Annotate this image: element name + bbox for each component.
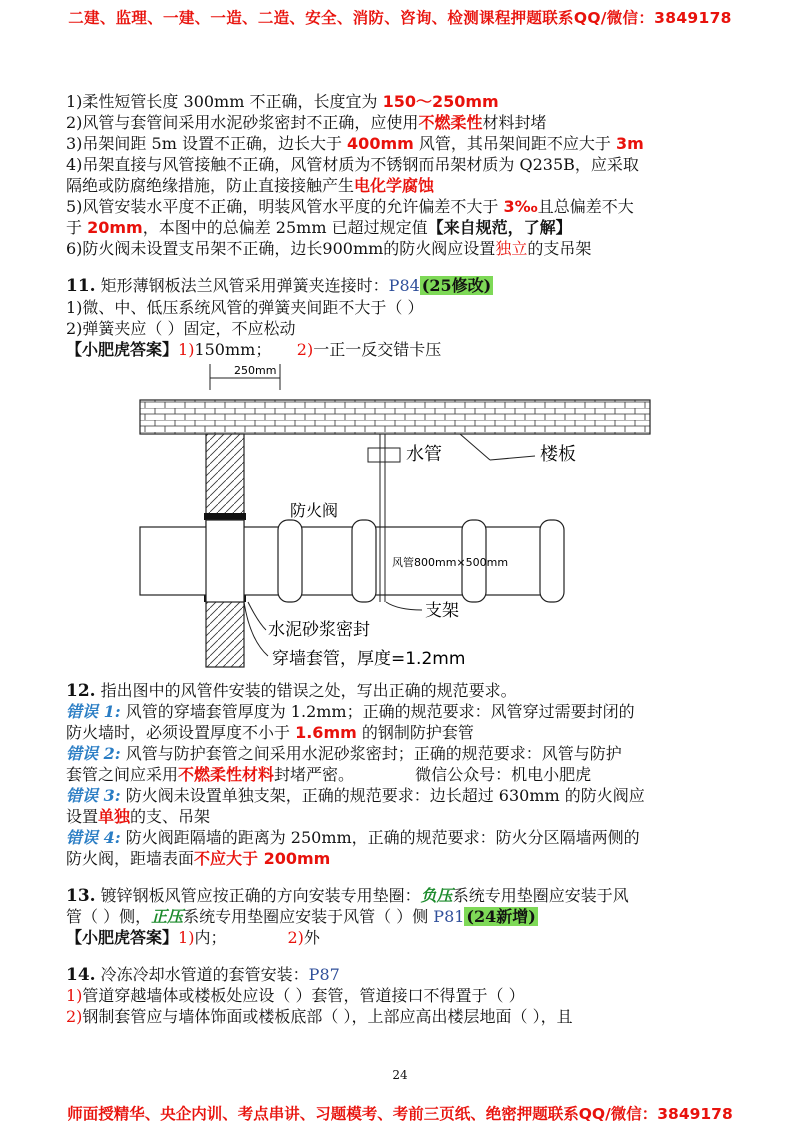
q11-answer: 【小肥虎答案】1)150mm； 2)一正一反交错卡压 xyxy=(66,340,442,359)
q12-e1-cont: 防火墙时，必须设置厚度不小于 1.6mm 的钢制防护套管 xyxy=(66,723,474,742)
floor-slab xyxy=(140,400,650,434)
q11-sub-1: 1)微、中、低压系统风管的弹簧夹间距不大于（ ） xyxy=(66,298,424,317)
page-header: 二建、监理、一建、一造、二造、安全、消防、咨询、检测课程押题联系QQ/微信：3849178 xyxy=(68,9,732,27)
q12-e1: 错误 1: 风管的穿墙套管厚度为 1.2mm；正确的规范要求：风管穿过需要封闭的 xyxy=(66,702,635,721)
water-pipe xyxy=(368,448,400,462)
bracket-label: 支架 xyxy=(425,601,459,621)
water-pipe-label: 水管 xyxy=(406,444,442,465)
q13-title: 13. 镀锌钢板风管应按正确的方向安装专用垫圈：负压系统专用垫圈应安装于风 xyxy=(66,886,629,906)
fire-damper xyxy=(278,520,302,602)
intro-line-6: 5)风管安装水平度不正确，明装风管水平度的允许偏差不大于 3‰且总偏差不大 xyxy=(66,197,634,216)
intro-line-3: 3)吊架间距 5m 设置不正确，边长大于 400mm 风管，其吊架间距不应大于 3m xyxy=(66,134,644,153)
fire-damper-label: 防火阀 xyxy=(290,501,339,520)
duct-installation-diagram xyxy=(130,360,670,675)
q12-e2: 错误 2: 风管与防护套管之间采用水泥砂浆密封；正确的规范要求：风管与防护 xyxy=(66,744,622,763)
intro-line-8: 6)防火阀未设置支吊架不正确，边长900mm的防火阀应设置独立的支吊架 xyxy=(66,239,592,258)
q14-title: 14. 冷冻冷却水管道的套管安装：P87 xyxy=(66,965,340,985)
q12-e4: 错误 4: 防火阀距隔墙的距离为 250mm，正确的规范要求：防火分区隔墙两侧的 xyxy=(66,828,640,847)
intro-line-7: 于 20mm，本图中的总偏差 25mm 已超过规定值【来自规范，了解】 xyxy=(66,218,572,237)
q12-e3-cont: 设置单独的支、吊架 xyxy=(66,807,211,826)
mortar-seal-label: 水泥砂浆密封 xyxy=(268,620,370,640)
q12-e2-cont: 套管之间应采用不燃柔性材料封堵严密。 微信公众号：机电小肥虎 xyxy=(66,765,592,784)
duct-label: 风管800mm×500mm xyxy=(392,556,509,569)
sleeve-label: 穿墙套管，厚度=1.2mm xyxy=(272,649,466,669)
intro-line-1: 1)柔性短管长度 300mm 不正确，长度宜为 150～250mm xyxy=(66,92,499,111)
q12-e4-cont: 防火阀，距墙表面不应大于 200mm xyxy=(66,849,331,868)
page-number: 24 xyxy=(392,1068,408,1082)
q13-cont: 管（ ）侧，正压系统专用垫圈应安装于风管（ ）侧 P81 (24新增) xyxy=(66,907,536,926)
q11-sub-2: 2)弹簧夹应（ ）固定，不应松动 xyxy=(66,319,296,338)
q14-sub-1: 1)管道穿越墙体或楼板处应设（ ）套管，管道接口不得置于（ ） xyxy=(66,986,525,1005)
dimension-label: 250mm xyxy=(234,364,277,377)
intro-line-4: 4)吊架直接与风管接触不正确，风管材质为不锈钢而吊架材质为 Q235B，应采取 xyxy=(66,155,639,174)
q11-title: 11. 矩形薄钢板法兰风管采用弹簧夹连接时：P84 (25修改) xyxy=(66,276,492,296)
q14-sub-2: 2)钢制套管应与墙体饰面或楼板底部（ ），上部应高出楼层地面（ ），且 xyxy=(66,1007,573,1026)
q12-e3: 错误 3: 防火阀未设置单独支架，正确的规范要求：边长超过 630mm 的防火阀应 xyxy=(66,786,645,805)
floor-slab-label: 楼板 xyxy=(540,444,576,465)
q12-title: 12. 指出图中的风管件安装的错误之处，写出正确的规范要求。 xyxy=(66,681,517,701)
intro-line-5: 隔绝或防腐绝缘措施，防止直接接触产生电化学腐蚀 xyxy=(66,176,435,195)
page-footer: 师面授精华、央企内训、考点串讲、习题模考、考前三页纸、绝密押题联系QQ/微信：3849178 xyxy=(67,1105,733,1123)
intro-line-2: 2)风管与套管间采用水泥砂浆密封不正确，应使用不燃柔性材料封堵 xyxy=(66,113,547,132)
q13-answer: 【小肥虎答案】1)内； 2)外 xyxy=(66,928,320,947)
